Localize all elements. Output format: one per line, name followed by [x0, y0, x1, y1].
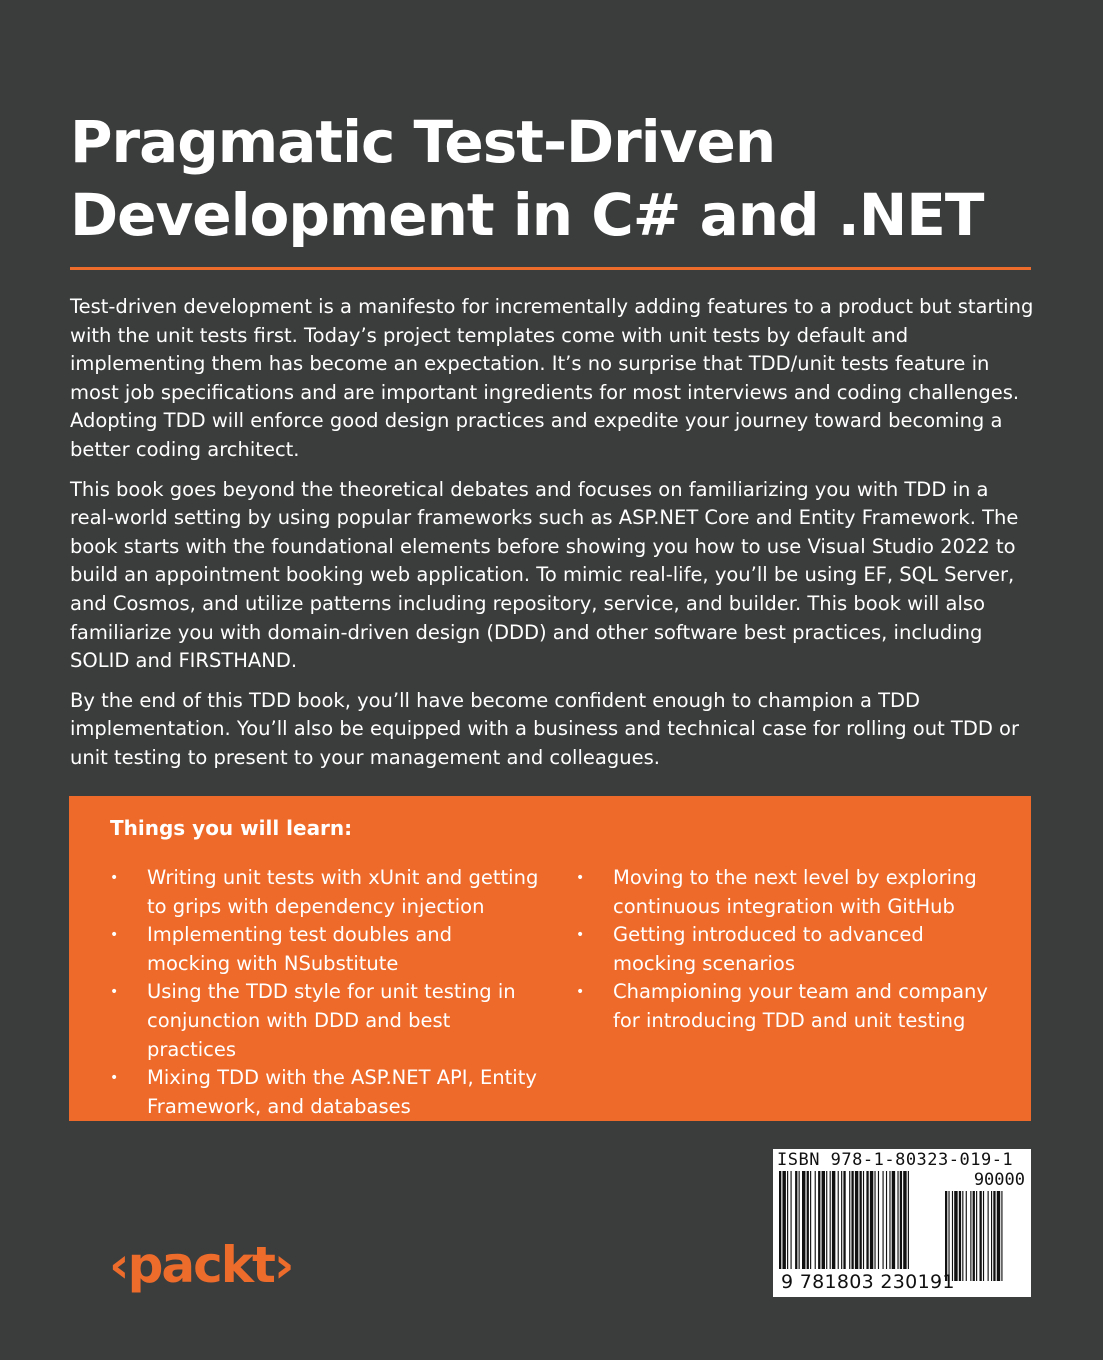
bullet-icon: •	[110, 984, 119, 1001]
packt-logo	[109, 1240, 324, 1300]
title-divider	[70, 267, 1031, 270]
learn-item-text: Mixing TDD with the ASP.NET API, Entity Framework, and databases	[147, 1066, 537, 1118]
learn-item-text: Moving to the next level by exploring continuous integration with GitHub	[613, 866, 977, 918]
bullet-icon: •	[576, 927, 585, 944]
learn-heading: Things you will learn:	[110, 816, 353, 840]
description-paragraph-1: Test-driven development is a manifesto for incrementally adding features to a product but starting with the unit tests first. Today’s project templates come with unit tests by default and implementing them has become an expectation. It’s no surprise that TDD/unit tests feature in most job specifications and are important ingredients for most interviews and coding challenges. Adopting TDD will enforce good design practices and expedite your journey toward becoming a better coding architect.	[70, 295, 1034, 461]
book-description	[70, 293, 1036, 784]
bullet-icon: •	[110, 1070, 119, 1087]
learn-item	[110, 978, 540, 1064]
learn-item	[110, 1064, 540, 1121]
barcode-digits: 9 781803 230191	[781, 1271, 955, 1293]
learn-item-text: Championing your team and company for introducing TDD and unit testing	[613, 980, 988, 1032]
book-title	[70, 106, 1050, 252]
learn-item	[576, 864, 996, 921]
learn-item	[110, 921, 540, 978]
book-title-line-1: Pragmatic Test-Driven	[70, 108, 776, 176]
learn-item	[576, 978, 996, 1035]
learn-item-text: Implementing test doubles and mocking with NSubstitute	[147, 923, 453, 975]
learn-item-text: Getting introduced to advanced mocking scenarios	[613, 923, 924, 975]
description-paragraph-3: By the end of this TDD book, you’ll have become confident enough to champion a TDD implementation. You’ll also be equipped with a business and technical case for rolling out TDD or unit testing to present to your management and colleagues.	[70, 688, 1019, 769]
description-paragraph-2: This book goes beyond the theoretical debates and focuses on familiarizing you with TDD in a real-world setting by using popular frameworks such as ASP.NET Core and Entity Framework. The book starts with the foundational elements before showing you how to use Visual Studio 2022 to build an appointment booking web application. To mimic real-life, you’ll be using EF, SQL Server, and Cosmos, and utilize patterns including repository, service, and builder. This book will also familiarize you with domain-driven design (DDD) and other software best practices, including SOLID and FIRSTHAND.	[70, 477, 1019, 673]
things-you-will-learn-panel	[69, 796, 1031, 1121]
bullet-icon: •	[110, 927, 119, 944]
learn-list-right	[576, 864, 996, 1036]
bullet-icon: •	[110, 870, 119, 886]
bullet-icon: •	[576, 870, 585, 886]
bullet-icon: •	[576, 984, 585, 1001]
learn-item	[110, 864, 540, 921]
book-title-line-2: Development in C# and .NET	[70, 181, 984, 249]
learn-item	[576, 921, 996, 978]
price-code: 90000	[973, 1170, 1025, 1190]
isbn-barcode	[773, 1149, 1031, 1297]
packt-logo-text: ‹packt›	[109, 1240, 293, 1294]
learn-list-left	[110, 864, 540, 1121]
isbn-label: ISBN 978-1-80323-019-1	[777, 1150, 1014, 1170]
learn-item-text: Using the TDD style for unit testing in conjunction with DDD and best practices	[147, 980, 516, 1061]
learn-item-text: Writing unit tests with xUnit and getting to grips with dependency injection	[147, 866, 539, 918]
